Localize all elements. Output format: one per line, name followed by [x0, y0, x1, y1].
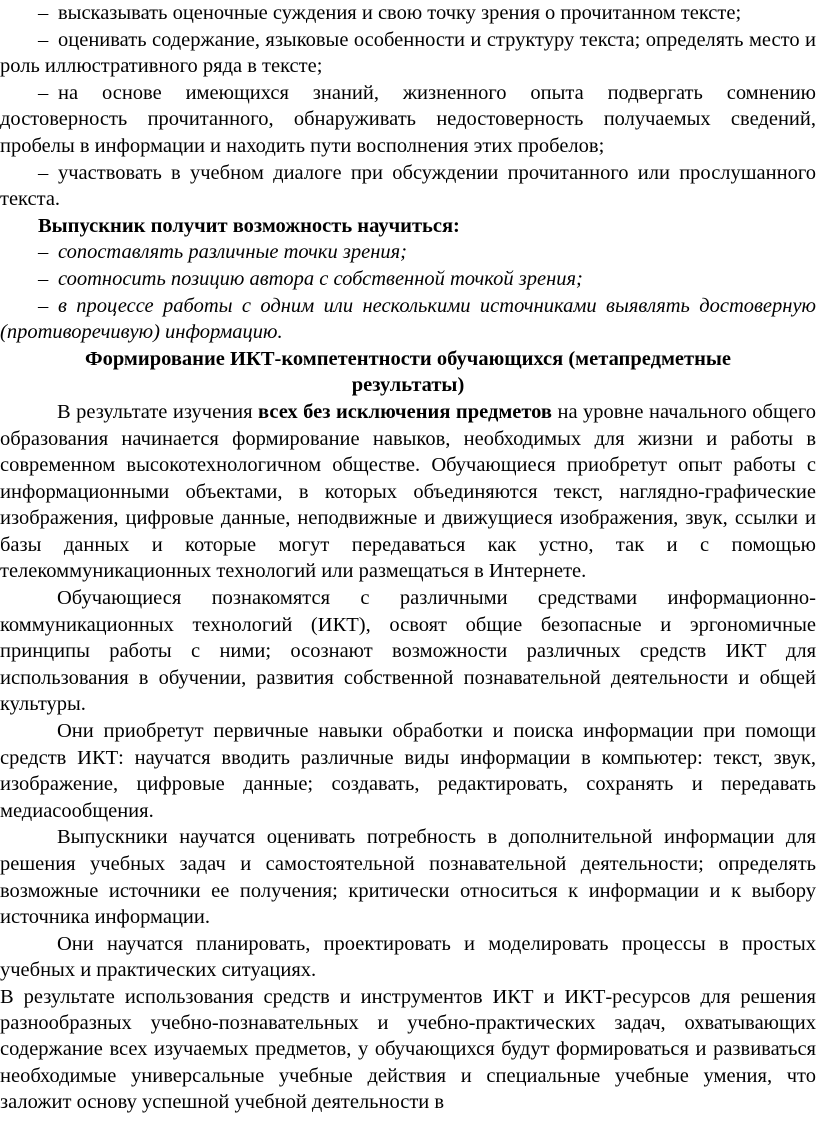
paragraph-evaluation: Выпускники научатся оценивать потребность в дополнительной информации для решения учебных задач и самостоятельной познавательной деятельности; определять возможные источники ее получения; критически относиться к информации и к выбору источника информации. [0, 826, 816, 929]
list-item-text: в процессе работы с одним или несколькими источниками выявлять достоверную (противоречивую) информацию. [0, 294, 816, 344]
list-item [0, 27, 816, 80]
list-item [0, 266, 816, 293]
paragraph-planning: Они научатся планировать, проектировать и моделировать процессы в простых учебных и практических ситуациях. [0, 932, 816, 982]
list-item-text: оценивать содержание, языковые особенности и структуру текста; определять место и роль иллюстративного ряда в тексте; [0, 28, 816, 78]
list-item-text: соотносить позицию автора с собственной точкой зрения; [58, 267, 583, 290]
paragraph-outcome: В результате использования средств и инструментов ИКТ и ИКТ-ресурсов для решения разнообразных учебно-познавательных и учебно-практических задач, охватывающих содержание всех изучаемых предметов, у обучающихся будут формироваться и развиваться необходимые универсальные учебные действия и специальные учебные умения, что заложит основу успешной учебной деятельности в [0, 985, 816, 1113]
list-item-text: на основе имеющихся знаний, жизненного опыта подвергать сомнению достоверность прочитанного, обнаруживать недостоверность получаемых сведений, пробелы в информации и находить пути восполнения этих пробелов; [0, 81, 816, 157]
dash-marker: – [38, 161, 49, 184]
section-title: Формирование ИКТ-компетентности обучающихся (метапредметные результаты) [84, 347, 732, 397]
paragraph-ict-tools: Обучающиеся познакомятся с различными средствами информационно-коммуникационных технологий (ИКТ), освоят общие безопасные и эргономичные принципы работы с ними; осознают возможности различных средств ИКТ для использования в обучении, развития собственной познавательной деятельности и общей культуры. [0, 587, 816, 716]
dash-marker: – [38, 294, 49, 317]
emphasis-text: всех без исключения предметов [258, 400, 552, 423]
dash-marker: – [38, 2, 49, 24]
dash-marker: – [38, 81, 49, 104]
list-item-text: высказывать оценочные суждения и свою точку зрения о прочитанном тексте; [58, 2, 742, 24]
paragraph-text: на уровне начального общего образования начинается формирование навыков, необходимых для жизни и работы в современном высокотехнологичном обществе. Обучающиеся приобретут опыт работы с информационными объектами, в которых объединяются текст, наглядно-графические изображения, цифровые данные, неподвижные и движущиеся изображения, звук, ссылки и базы данных и которые могут передаваться как устно, так и с помощью телекоммуникационных технологий или размещаться в Интернете. [0, 400, 816, 583]
graduate-heading: Выпускник получит возможность научиться: [38, 214, 460, 237]
list-item [0, 160, 816, 213]
list-item-text: участвовать в учебном диалоге при обсуждении прочитанного или прослушанного текста. [0, 161, 816, 211]
dash-marker: – [38, 267, 49, 290]
dash-marker: – [38, 28, 49, 51]
paragraph-skills: Они приобретут первичные навыки обработки и поиска информации при помощи средств ИКТ: научатся вводить различные виды информации в компьютер: текст, звук, изображение, цифровые данные; создавать, редактировать, сохранять и передавать медиасообщения. [0, 720, 816, 822]
list-item [0, 80, 816, 160]
list-item [0, 0, 816, 27]
list-item [0, 293, 816, 346]
paragraph-text: В результате изучения [57, 400, 259, 423]
list-item-text: сопоставлять различные точки зрения; [58, 241, 407, 264]
list-item [0, 239, 816, 266]
paragraph-results [0, 399, 816, 585]
dash-marker: – [38, 241, 49, 264]
